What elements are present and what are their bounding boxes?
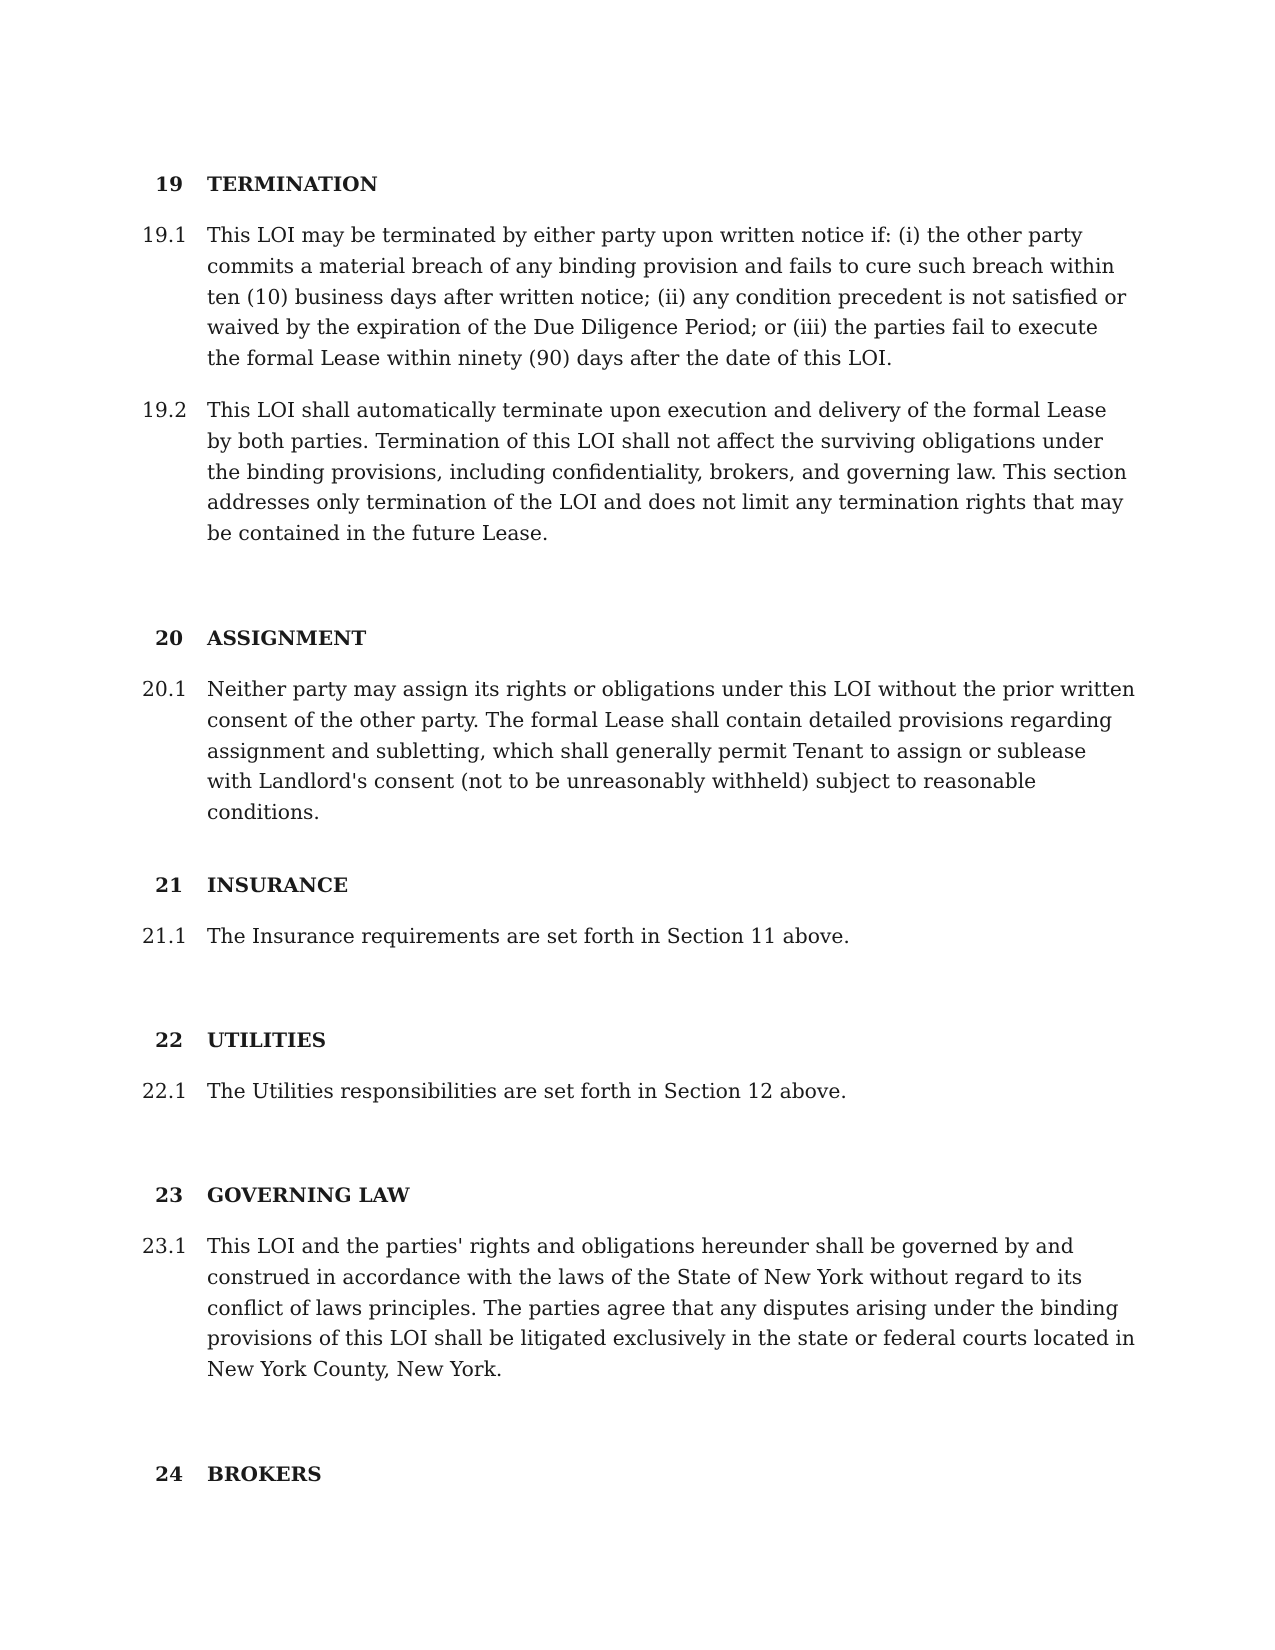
section-heading [0, 625, 1275, 651]
clause-text: This LOI and the parties' rights and obligations hereunder shall be governed by and construed in accordance with the laws of the State of New York without regard to its conflict of laws principles. The parties agree that any disputes arising under the binding provisions of this LOI shall be litigated exclusively in the state or federal courts located in New York County, New York. [207, 1234, 1135, 1382]
clause-number: 19.1 [142, 223, 188, 247]
section-heading [0, 1461, 1275, 1487]
clause-number: 22.1 [142, 1079, 188, 1103]
section-number: 23 [155, 1183, 183, 1207]
section-number: 24 [155, 1462, 183, 1486]
section-title: UTILITIES [207, 1028, 327, 1052]
section-title: GOVERNING LAW [207, 1183, 410, 1207]
section-number: 21 [155, 873, 183, 897]
section-title: ASSIGNMENT [207, 626, 367, 650]
clause-text: Neither party may assign its rights or obligations under this LOI without the prior written consent of the other party. The formal Lease shall contain detailed provisions regarding assignment and subletting, which shall generally permit Tenant to assign or sublease with Landlord's consent (not to be unreasonably withheld) subject to reasonable conditions. [207, 677, 1135, 825]
section-heading [0, 1027, 1275, 1053]
section-heading [0, 171, 1275, 197]
clause-text: This LOI shall automatically terminate upon execution and delivery of the formal Lease by both parties. Termination of this LOI shall not affect the surviving obligations under the binding provisions, including confidentiality, brokers, and governing law. This section addresses only termination of the LOI and does not limit any termination rights that may be contained in the future Lease. [207, 398, 1127, 546]
clause-number: 21.1 [142, 924, 188, 948]
section-title: TERMINATION [207, 172, 378, 196]
clause-number: 23.1 [142, 1234, 188, 1258]
section-number: 19 [155, 172, 183, 196]
clause-text: The Insurance requirements are set forth in Section 11 above. [207, 924, 850, 948]
clause-text: This LOI may be terminated by either party upon written notice if: (i) the other party commits a material breach of any binding provision and fails to cure such breach within ten (10) business days after written notice; (ii) any condition precedent is not satisfied or waived by the expiration of the Due Diligence Period; or (iii) the parties fail to execute the formal Lease within ninety (90) days after the date of this LOI. [207, 223, 1127, 371]
clause-number: 20.1 [142, 677, 188, 701]
section-title: INSURANCE [207, 873, 349, 897]
clause-number: 19.2 [142, 398, 188, 422]
section-number: 20 [155, 626, 183, 650]
clause-text: The Utilities responsibilities are set forth in Section 12 above. [207, 1079, 847, 1103]
section-title: BROKERS [207, 1462, 322, 1486]
section-number: 22 [155, 1028, 183, 1052]
section-heading [0, 872, 1275, 898]
section-heading [0, 1182, 1275, 1208]
